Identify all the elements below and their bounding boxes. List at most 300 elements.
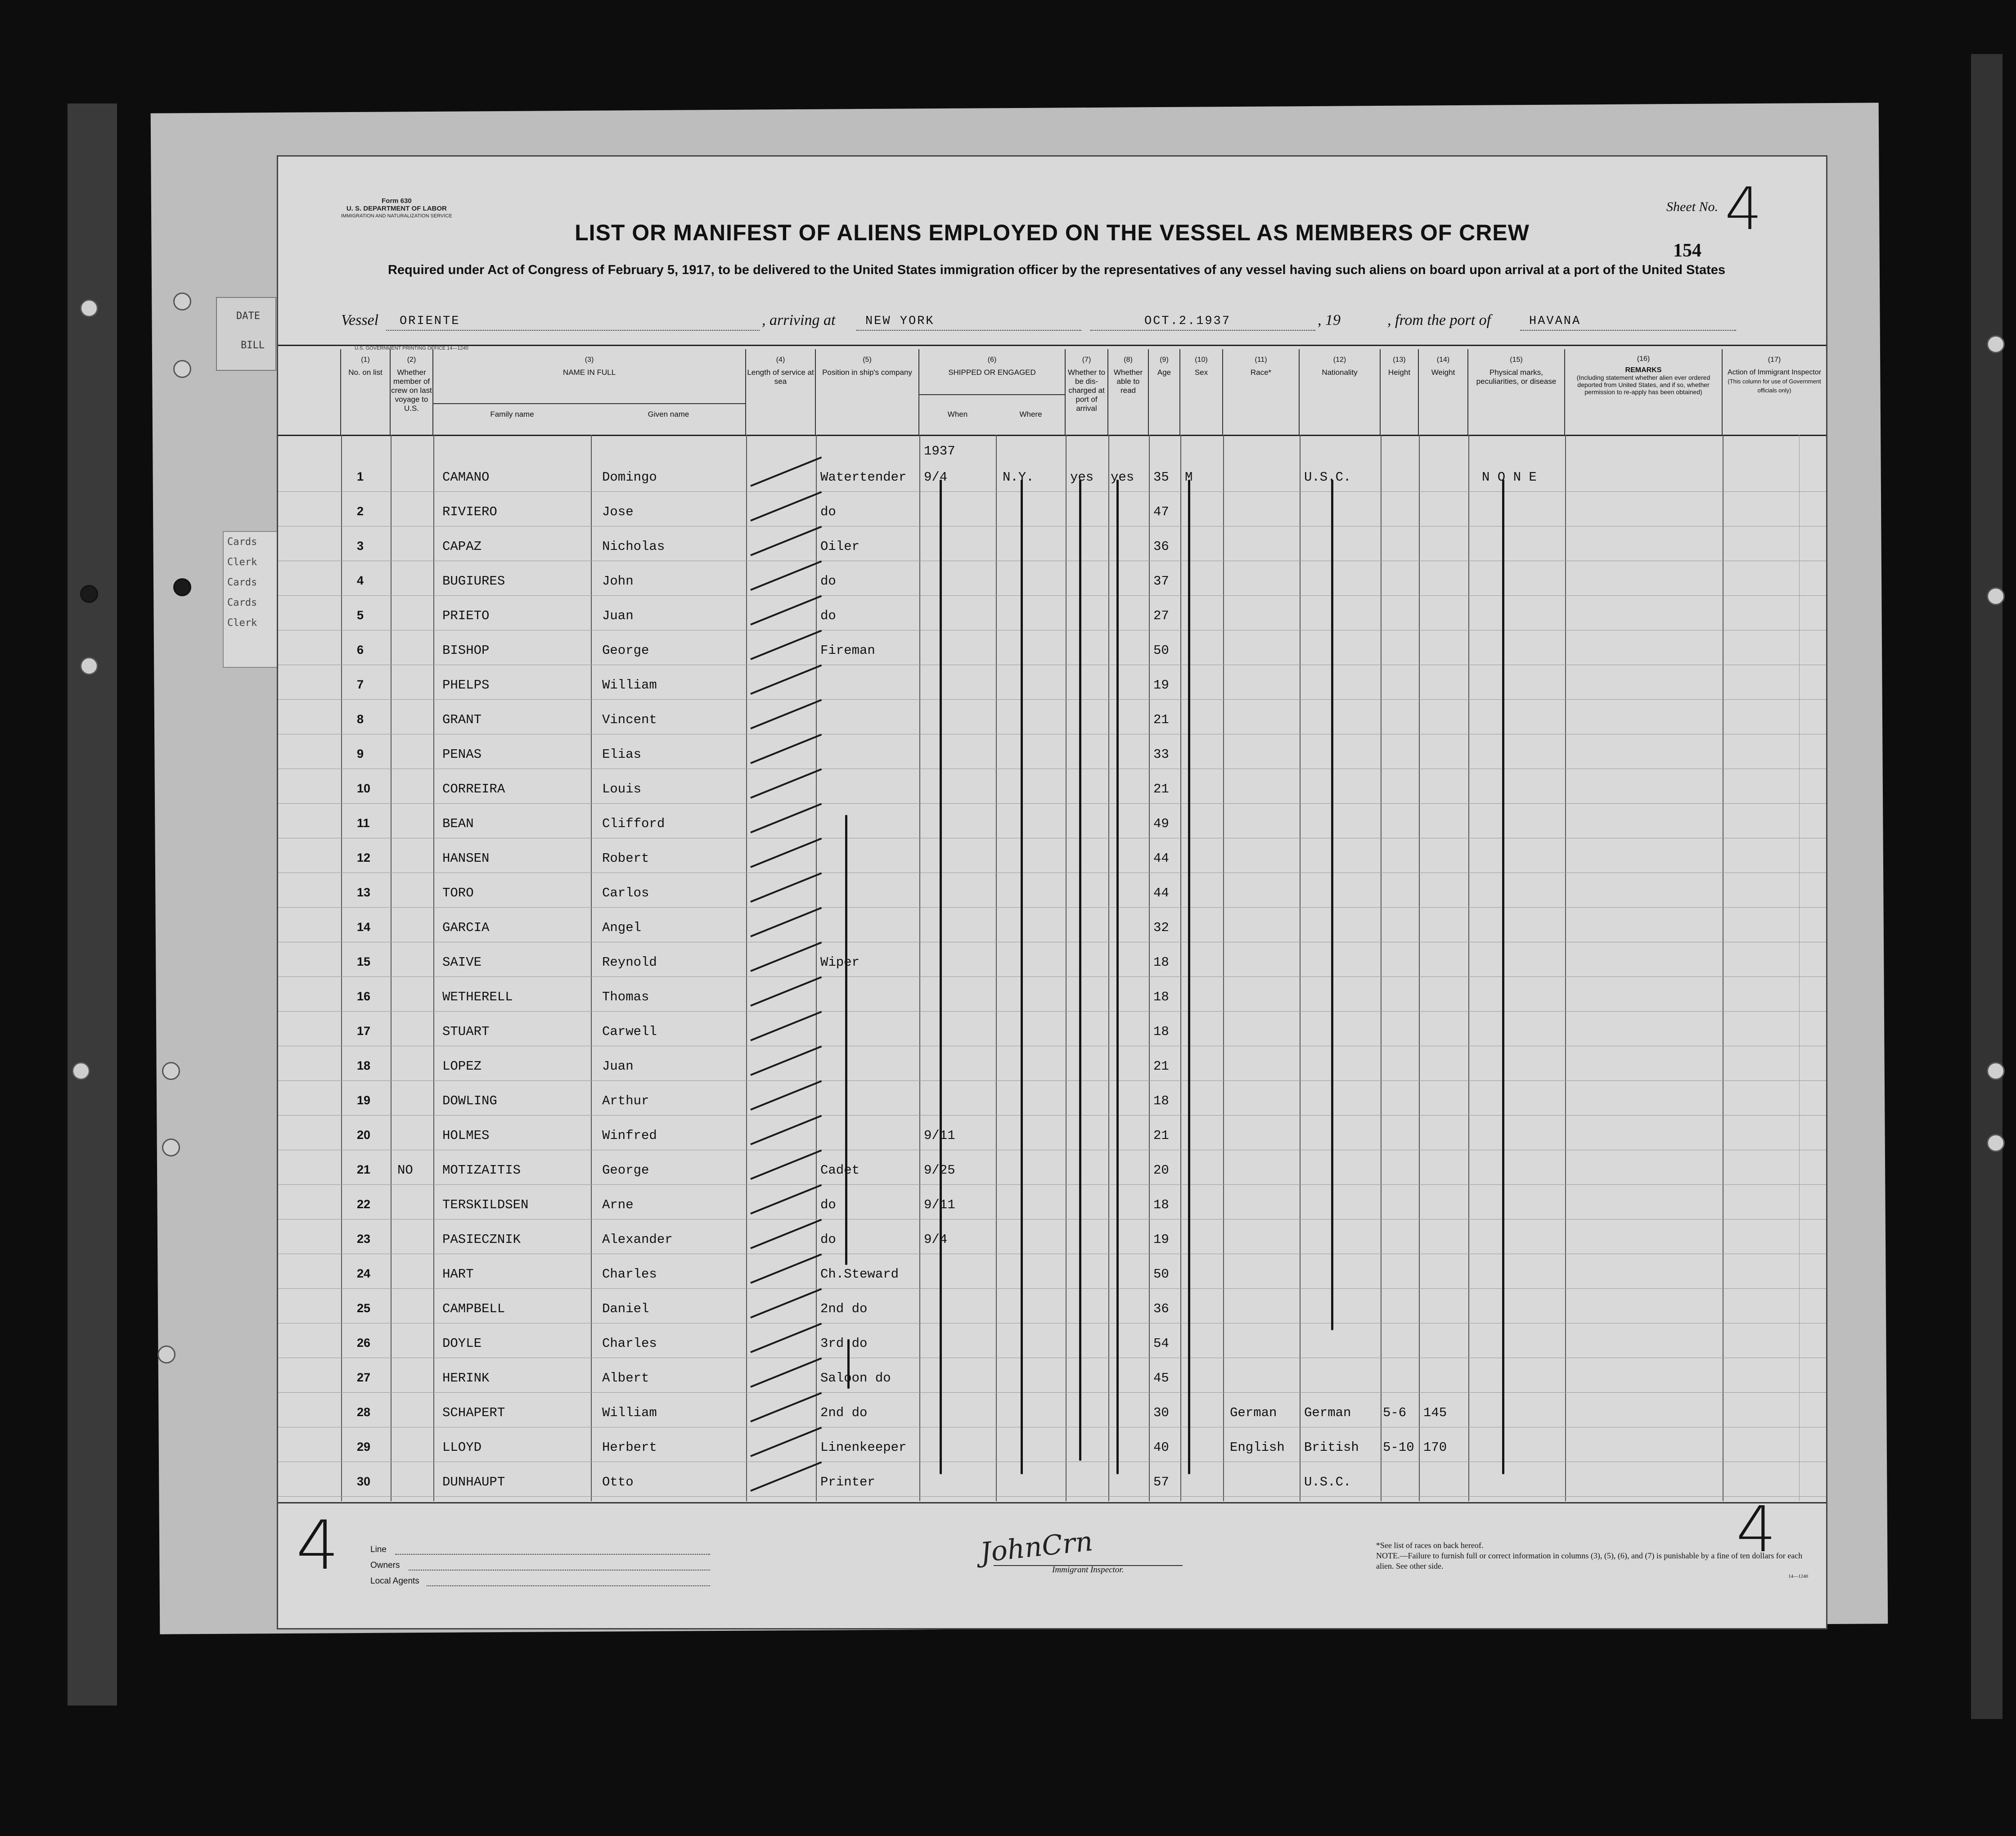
manifest-sheet (277, 155, 1827, 1629)
nationality: German (1304, 1405, 1351, 1420)
table-row (278, 1462, 1826, 1497)
given-name: Herbert (602, 1440, 657, 1455)
family-name: WETHERELL (442, 990, 513, 1004)
table-row (278, 838, 1826, 873)
row-rule (278, 1496, 1826, 1497)
family-name: TERSKILDSEN (442, 1197, 529, 1212)
year-entry: 1937 (924, 444, 955, 459)
age: 37 (1153, 574, 1169, 589)
row-number: 10 (357, 782, 371, 795)
given-name: Daniel (602, 1301, 649, 1316)
age: 54 (1153, 1336, 1169, 1351)
given-name: Jose (602, 504, 634, 519)
race: German (1230, 1405, 1277, 1420)
row-number: 8 (357, 712, 364, 726)
age: 32 (1153, 920, 1169, 935)
shipped-subrule (919, 394, 1066, 395)
edge-bill-label: BILL (241, 340, 265, 351)
shipped-when: 9/4 (924, 470, 948, 485)
service-check-mark (750, 1080, 822, 1110)
owners-label: Owners (370, 1561, 400, 1570)
age: 30 (1153, 1405, 1169, 1420)
from-port-line (1520, 330, 1736, 331)
table-row (278, 1427, 1826, 1462)
service-check-mark (750, 941, 822, 972)
row-number: 20 (357, 1128, 371, 1142)
vessel-label: Vessel (341, 312, 379, 328)
table-row (278, 942, 1826, 977)
binder-hole (80, 657, 98, 675)
height: 5-10 (1383, 1440, 1414, 1455)
sheet-number: 4 (1725, 175, 1762, 243)
age: 50 (1153, 643, 1169, 658)
arriving-port: NEW YORK (865, 315, 935, 328)
position: do (820, 1232, 836, 1247)
vessel-name: ORIENTE (400, 315, 460, 328)
row-number: 25 (357, 1301, 371, 1315)
races-note: *See list of races on back hereof. (1376, 1541, 1484, 1550)
footnote (1376, 1540, 1808, 1582)
ditto-stroke-sex (1188, 480, 1190, 1474)
family-name: GRANT (442, 712, 482, 727)
table-row (278, 1116, 1826, 1150)
table-row (278, 492, 1826, 526)
age: 45 (1153, 1371, 1169, 1386)
race: English (1230, 1440, 1285, 1455)
age: 19 (1153, 678, 1169, 693)
position: 2nd do (820, 1405, 868, 1420)
family-name: TORO (442, 886, 474, 900)
nationality: U.S.C. (1304, 1475, 1351, 1490)
given-name: Thomas (602, 990, 649, 1004)
binder-hole (1987, 587, 2005, 605)
shipped-where: N.Y. (1003, 470, 1034, 485)
age: 35 (1153, 470, 1169, 485)
given-name: Elias (602, 747, 642, 762)
family-name: HOLMES (442, 1128, 490, 1143)
sheet-number-label: Sheet No. (1666, 199, 1718, 214)
given-name: Charles (602, 1267, 657, 1282)
nationality: U.S.C. (1304, 470, 1351, 485)
line-field (395, 1554, 710, 1555)
form-footer (278, 1493, 1826, 1628)
col-head-remarks: (16) REMARKS (Including statement whether alien ever ordered deported from United States, and if so, whether permission to re-apply has been obtained) (1565, 349, 1723, 435)
table-row (278, 526, 1826, 561)
given-name: George (602, 643, 649, 658)
service-check-mark (750, 1392, 822, 1422)
form-title: LIST OR MANIFEST OF ALIENS EMPLOYED ON THE VESSEL AS MEMBERS OF CREW (575, 220, 1530, 245)
age: 44 (1153, 886, 1169, 900)
family-name: RIVIERO (442, 504, 497, 519)
given-name: Alexander (602, 1232, 673, 1247)
row-number: 28 (357, 1405, 371, 1419)
family-name: PASIECZNIK (442, 1232, 521, 1247)
given-name: Albert (602, 1371, 649, 1386)
row-number: 11 (357, 816, 370, 830)
service-check-mark (750, 456, 822, 486)
col-head-no: (1) No. on list (341, 349, 391, 435)
binder-hole (80, 585, 98, 603)
row-number: 30 (357, 1475, 371, 1488)
row-number: 5 (357, 608, 364, 622)
position: do (820, 1197, 836, 1212)
age: 57 (1153, 1475, 1169, 1490)
position: Linenkeeper (820, 1440, 907, 1455)
table-row (278, 977, 1826, 1012)
binder-hole (173, 360, 191, 378)
row-number: 24 (357, 1267, 371, 1280)
table-row (278, 1393, 1826, 1427)
given-name: Angel (602, 920, 642, 935)
age: 18 (1153, 1197, 1169, 1212)
service-check-mark (750, 560, 822, 590)
arriving-port-line (856, 330, 1081, 331)
from-port-label: , from the port of (1387, 312, 1491, 328)
given-name: Carlos (602, 886, 649, 900)
physical-marks: N O N E (1482, 470, 1537, 485)
family-name: HART (442, 1267, 474, 1282)
name-subrule (433, 403, 746, 404)
binder-hole (1987, 335, 2005, 353)
inspector-signature: JohnCrn (979, 1526, 1094, 1569)
footer-rule (278, 1502, 1826, 1503)
ditto-stroke-position (845, 815, 847, 1265)
col-head-prev-voyage: (2) Whether member of crew on last voyage to U.S. (391, 349, 433, 435)
shipped-when: 9/11 (924, 1128, 955, 1143)
position: do (820, 574, 836, 589)
age: 21 (1153, 782, 1169, 796)
family-name: CAMANO (442, 470, 490, 485)
row-number: 9 (357, 747, 364, 760)
family-name: STUART (442, 1024, 490, 1039)
family-name: DOWLING (442, 1094, 497, 1108)
service-check-mark (750, 1357, 822, 1387)
family-name: HANSEN (442, 851, 490, 866)
service-check-mark (750, 734, 822, 764)
binder-hole (72, 1062, 90, 1080)
given-name: Robert (602, 851, 649, 866)
col-head-height: (13) Height (1381, 349, 1419, 435)
table-row (278, 561, 1826, 596)
table-row (278, 1254, 1826, 1289)
family-name: SCHAPERT (442, 1405, 505, 1420)
service-check-mark (750, 1115, 822, 1145)
given-name: Winfred (602, 1128, 657, 1143)
service-check-mark (750, 595, 822, 625)
service-check-mark (750, 1219, 822, 1249)
table-row (278, 1358, 1826, 1393)
family-name: SAIVE (442, 955, 482, 970)
row-number: 15 (357, 955, 371, 968)
row-number: 16 (357, 990, 371, 1003)
year-label: , 19 (1318, 312, 1341, 328)
service-check-mark (750, 664, 822, 694)
given-name: Vincent (602, 712, 657, 727)
age: 20 (1153, 1163, 1169, 1178)
position: Wiper (820, 955, 860, 970)
age: 47 (1153, 504, 1169, 519)
edge-card (216, 297, 276, 371)
able-to-read: yes (1111, 470, 1134, 485)
row-number: 4 (357, 574, 364, 587)
local-agents-label: Local Agents (370, 1576, 419, 1586)
given-name: Domingo (602, 470, 657, 485)
printing-office: U.S. GOVERNMENT PRINTING OFFICE 14—1240 (355, 346, 468, 351)
age: 33 (1153, 747, 1169, 762)
from-port: HAVANA (1529, 315, 1581, 328)
row-number: 6 (357, 643, 364, 657)
table-row (278, 873, 1826, 908)
age: 36 (1153, 539, 1169, 554)
row-number: 29 (357, 1440, 371, 1454)
vessel-name-line (386, 330, 760, 331)
form-header (278, 157, 1826, 351)
ditto-stroke-nationality (1331, 480, 1333, 1330)
age: 36 (1153, 1301, 1169, 1316)
row-number: 1 (357, 470, 364, 483)
age: 27 (1153, 608, 1169, 623)
family-name: DUNHAUPT (442, 1475, 505, 1490)
ditto-stroke-marks (1502, 480, 1504, 1474)
binder-hole (80, 299, 98, 317)
binder-hole (158, 1346, 176, 1364)
manifest-number: 154 (1673, 240, 1701, 261)
table-row (278, 665, 1826, 700)
service-check-mark (750, 491, 822, 521)
edge-index-tabs (223, 531, 283, 668)
row-number: 14 (357, 920, 371, 934)
table-row (278, 1220, 1826, 1254)
row-number: 17 (357, 1024, 371, 1038)
service-check-mark (750, 1184, 822, 1214)
form-number: Form 630 (382, 197, 412, 205)
ditto-stroke-discharged (1079, 480, 1081, 1461)
line-label: Line (370, 1545, 387, 1554)
edge-tab: Clerk (227, 617, 257, 629)
service-check-mark (750, 1149, 822, 1179)
ditto-stroke-where (1021, 480, 1023, 1474)
ditto-stroke-when (940, 480, 942, 1474)
table-row (278, 700, 1826, 734)
col-head-sex: (10) Sex (1180, 349, 1223, 435)
table-row (278, 457, 1826, 492)
family-name: DOYLE (442, 1336, 482, 1351)
col-head-service: (4) Length of service at sea (746, 349, 816, 435)
age: 40 (1153, 1440, 1169, 1455)
height: 5-6 (1383, 1405, 1407, 1420)
col-head-race: (11) Race* (1223, 349, 1300, 435)
given-name: Juan (602, 608, 634, 623)
row-number: 2 (357, 504, 364, 518)
age: 18 (1153, 990, 1169, 1004)
weight: 145 (1423, 1405, 1447, 1420)
weight: 170 (1423, 1440, 1447, 1455)
service-check-mark (750, 630, 822, 660)
family-name: CAMPBELL (442, 1301, 505, 1316)
binder-hole (173, 578, 191, 596)
age: 21 (1153, 1059, 1169, 1074)
service-check-mark (750, 1323, 822, 1353)
given-name: William (602, 1405, 657, 1420)
col-head-weight: (14) Weight (1419, 349, 1468, 435)
given-name: Charles (602, 1336, 657, 1351)
family-name: PHELPS (442, 678, 490, 693)
position: do (820, 608, 836, 623)
age: 18 (1153, 1094, 1169, 1108)
row-number: 12 (357, 851, 371, 864)
service-check-mark (750, 1253, 822, 1283)
row-number: 18 (357, 1059, 371, 1072)
position: 2nd do (820, 1301, 868, 1316)
service-check-mark (750, 526, 822, 556)
family-name: LLOYD (442, 1440, 482, 1455)
arriving-label: , arriving at (762, 312, 836, 328)
family-name: HERINK (442, 1371, 490, 1386)
binder-hole (1987, 1134, 2005, 1152)
department-name: U. S. DEPARTMENT OF LABOR (346, 205, 447, 212)
col-head-discharged: (7) Whether to be dis-charged at port of arrival (1066, 349, 1108, 435)
family-name: PRIETO (442, 608, 490, 623)
handwritten-sheet-mark-right: 4 (1736, 1493, 1777, 1566)
row-number: 27 (357, 1371, 371, 1384)
given-name: George (602, 1163, 649, 1178)
margin-column (278, 349, 341, 435)
given-name: Nicholas (602, 539, 665, 554)
age: 21 (1153, 1128, 1169, 1143)
col-head-shipped: (6) SHIPPED OR ENGAGED (919, 349, 1066, 435)
family-name: BISHOP (442, 643, 490, 658)
service-check-mark (750, 976, 822, 1006)
binder-hole (173, 292, 191, 310)
edge-tab: Cards (227, 597, 257, 608)
given-name: John (602, 574, 634, 589)
row-number: 7 (357, 678, 364, 691)
table-header-rule (278, 435, 1826, 436)
film-edge-left (68, 104, 117, 1706)
inspector-label: Immigrant Inspector. (1052, 1565, 1124, 1575)
shipped-when: 9/25 (924, 1163, 955, 1178)
table-row (278, 734, 1826, 769)
ditto-stroke-read (1116, 480, 1119, 1474)
table-row (278, 596, 1826, 630)
table-row (278, 1012, 1826, 1046)
service-check-mark (750, 907, 822, 937)
row-number: 3 (357, 539, 364, 553)
position: Fireman (820, 643, 875, 658)
given-name-head: Given name (648, 410, 689, 418)
col-head-nationality: (12) Nationality (1300, 349, 1381, 435)
col-head-age: (9) Age (1149, 349, 1180, 435)
discharged: yes (1070, 470, 1094, 485)
given-name: Arne (602, 1197, 634, 1212)
position: 3rd do (820, 1336, 868, 1351)
binder-hole (162, 1062, 180, 1080)
given-name: William (602, 678, 657, 693)
given-name: Reynold (602, 955, 657, 970)
service-check-mark (750, 1045, 822, 1076)
ditto-stroke-position (847, 1339, 850, 1389)
service-name: IMMIGRATION AND NATURALIZATION SERVICE (341, 213, 452, 219)
table-row (278, 1081, 1826, 1116)
position: Printer (820, 1475, 875, 1490)
given-name: Otto (602, 1475, 634, 1490)
header-rule (278, 345, 1826, 346)
position: do (820, 504, 836, 519)
edge-tab: Clerk (227, 557, 257, 568)
form-identifier (341, 197, 452, 220)
sex: M (1185, 470, 1193, 485)
col-head-position: (5) Position in ship's company (816, 349, 919, 435)
family-name: LOPEZ (442, 1059, 482, 1074)
family-name: CORREIRA (442, 782, 505, 796)
col-head-marks: (15) Physical marks, peculiarities, or disease (1468, 349, 1565, 435)
col-head-read: (8) Whether able to read (1108, 349, 1149, 435)
arrival-date: OCT.2.1937 (1144, 315, 1231, 328)
age: 18 (1153, 1024, 1169, 1039)
position: Cadet (820, 1163, 860, 1178)
age: 19 (1153, 1232, 1169, 1247)
penalty-note: NOTE.—Failure to furnish full or correct information in columns (3), (5), (6), and (7) is punishable by a fine of ten dollars for each alien. See other side. (1376, 1551, 1803, 1570)
given-name: Clifford (602, 816, 665, 831)
table-row (278, 1185, 1826, 1220)
row-number: 19 (357, 1094, 371, 1107)
edge-date-label: DATE (236, 310, 260, 322)
given-name: Arthur (602, 1094, 649, 1108)
family-name-head: Family name (490, 410, 534, 418)
vessel-line (341, 312, 1736, 334)
family-name: PENAS (442, 747, 482, 762)
age: 49 (1153, 816, 1169, 831)
given-name: Juan (602, 1059, 634, 1074)
given-name: Louis (602, 782, 642, 796)
age: 18 (1153, 955, 1169, 970)
position: Watertender (820, 470, 907, 485)
table-row (278, 908, 1826, 942)
service-check-mark (750, 1426, 822, 1457)
family-name: MOTIZAITIS (442, 1163, 521, 1178)
service-check-mark (750, 699, 822, 729)
handwritten-sheet-mark-left: 4 (296, 1507, 339, 1585)
service-check-mark (750, 837, 822, 868)
when-head: When (947, 410, 968, 418)
row-number: 26 (357, 1336, 371, 1350)
age: 44 (1153, 851, 1169, 866)
age: 21 (1153, 712, 1169, 727)
family-name: BUGIURES (442, 574, 505, 589)
position: Oiler (820, 539, 860, 554)
table-row (278, 804, 1826, 838)
local-agents-field (427, 1585, 710, 1586)
binder-hole (1987, 1062, 2005, 1080)
age: 50 (1153, 1267, 1169, 1282)
edge-tab: Cards (227, 536, 257, 548)
where-head: Where (1019, 410, 1042, 418)
row-number: 13 (357, 886, 371, 899)
service-check-mark (750, 768, 822, 798)
service-check-mark (750, 1461, 822, 1491)
form-subtitle: Required under Act of Congress of February 5, 1917, to be delivered to the United States immigration officer by the representatives of any vessel having such aliens on board upon arrival at a port of the United States (387, 263, 1726, 277)
col-head-action: (17) Action of Immigrant Inspector (This column for use of Government officials only) (1727, 356, 1822, 394)
family-name: GARCIA (442, 920, 490, 935)
table-row (278, 1150, 1826, 1185)
family-name: BEAN (442, 816, 474, 831)
table-row (278, 1323, 1826, 1358)
given-name: Carwell (602, 1024, 657, 1039)
date-line (1090, 330, 1315, 331)
service-check-mark (750, 1288, 822, 1318)
shipped-when: 9/11 (924, 1197, 955, 1212)
film-edge-right (1971, 54, 2002, 1719)
